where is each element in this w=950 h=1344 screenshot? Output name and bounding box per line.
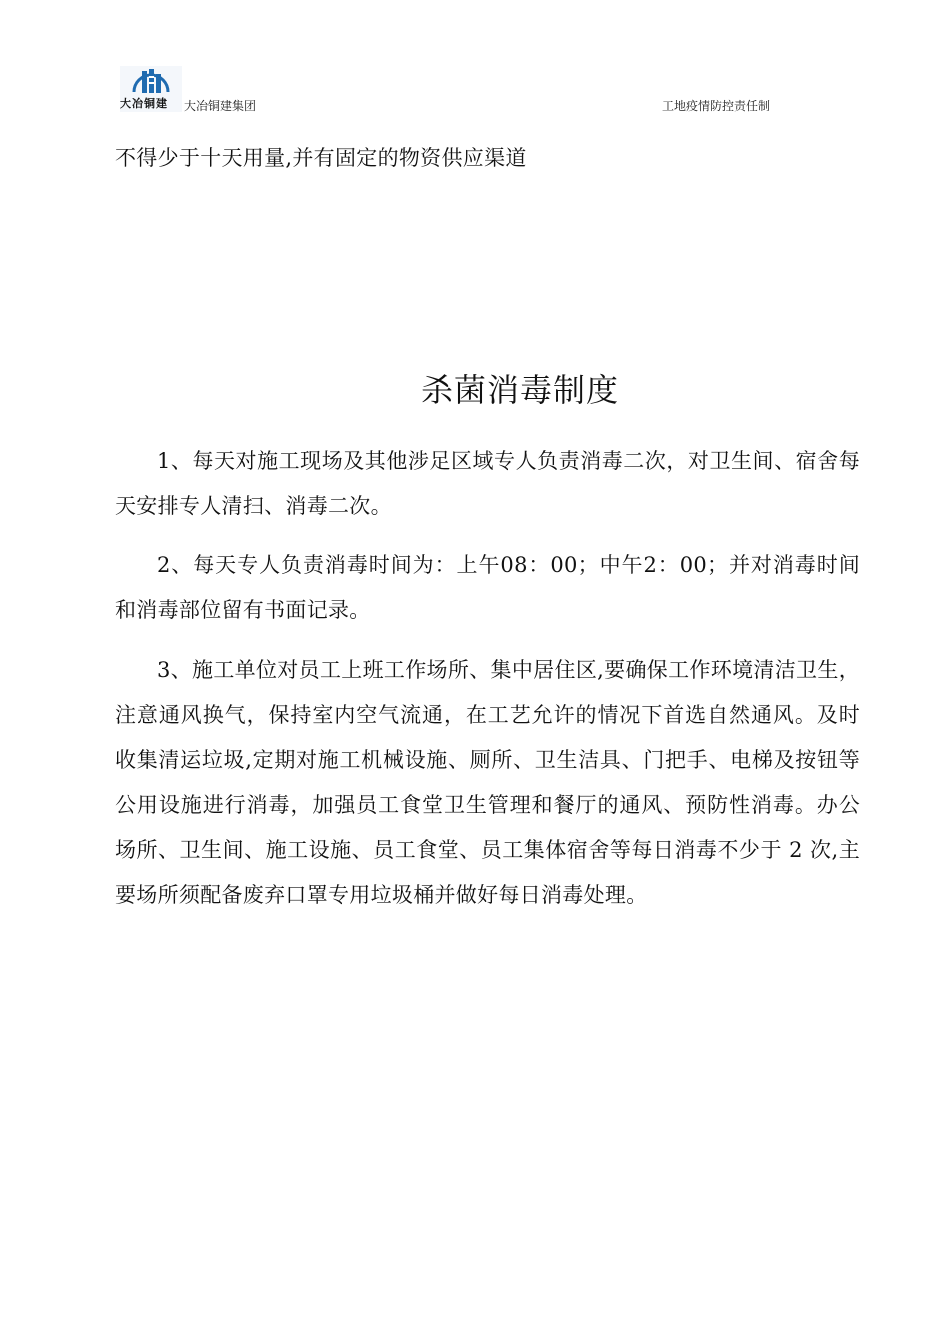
section-title: 杀菌消毒制度 (420, 371, 619, 409)
paragraph-3: 3、施工单位对员工上班工作场所、集中居住区,要确保工作环境清洁卫生，注意通风换气，保持室内空气流通，在工艺允许的情况下首选自然通风。及时收集清运垃圾,定期对施工机械设施、厕所、卫生洁具、门把手、电梯及按钮等公用设施进行消毒，加强员工食堂卫生管理和餐厅的通风、预防性消毒。办公场所、卫生间、施工设施、员工食堂、员工集体宿舍等每日消毒不少于 2 次,主要场所须配备废弃口罩专用垃圾桶并做好每日消毒处理。 (115, 658, 860, 907)
paragraph-2: 2、每天专人负责消毒时间为：上午08：00；中午2：00；并对消毒时间和消毒部位留有书面记录。 (115, 553, 860, 622)
logo-text: 大冶铜建 (120, 97, 168, 110)
company-name: 大冶铜建集团 (184, 99, 257, 113)
page-header (120, 66, 780, 116)
document-title: 工地疫情防控责任制 (661, 99, 770, 113)
company-logo (120, 66, 182, 112)
carryover-line: 不得少于十天用量,并有固定的物资供应渠道 (115, 146, 527, 170)
paragraph-1: 1、每天对施工现场及其他涉足区域专人负责消毒二次，对卫生间、宿舍每天安排专人清扫、消毒二次。 (115, 449, 860, 518)
